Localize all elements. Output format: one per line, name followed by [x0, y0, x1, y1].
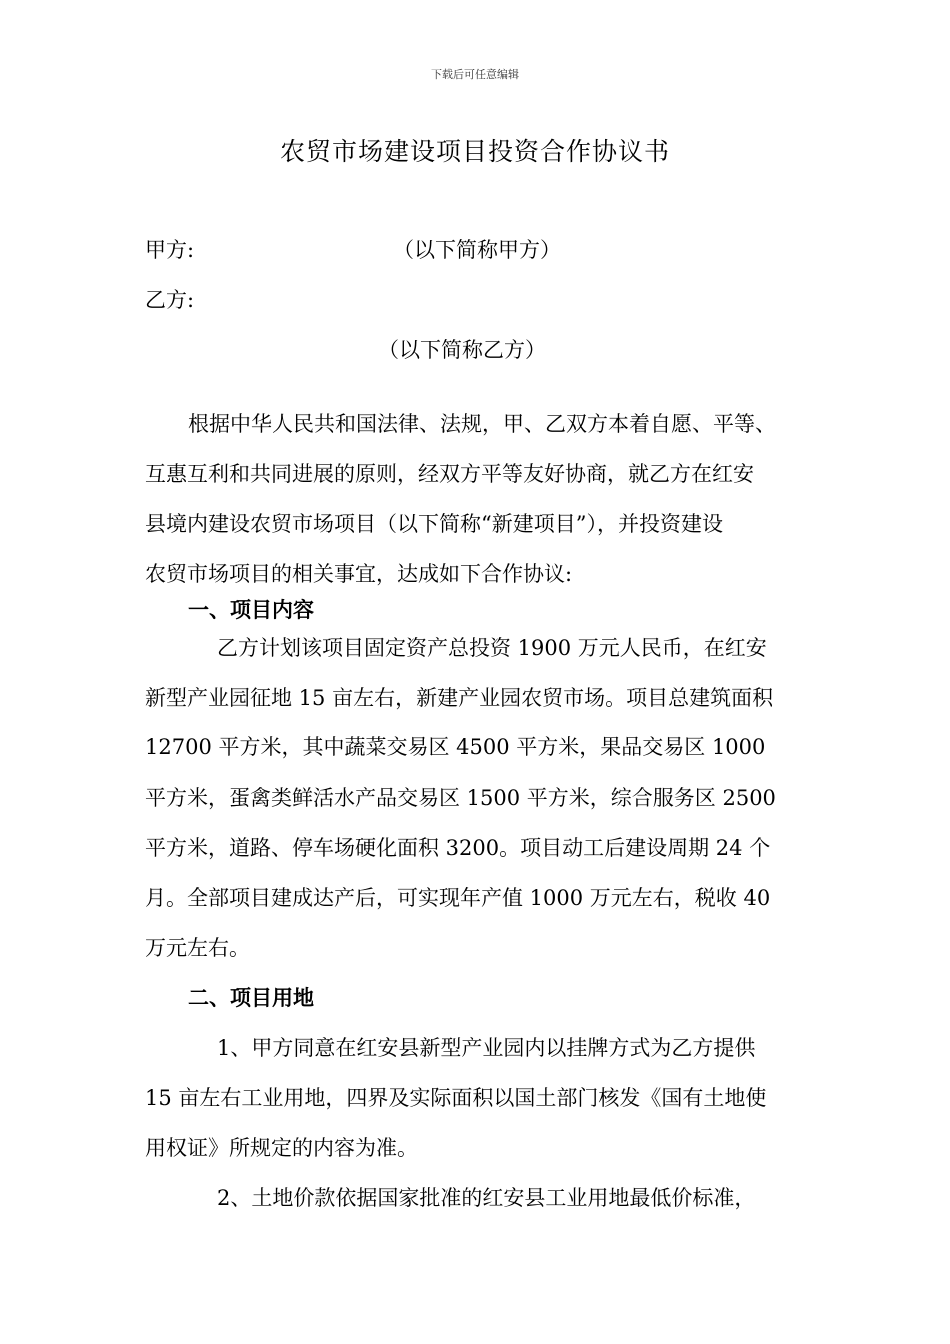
- section1-line: 乙方计划该项目固定资产总投资 1900 万元人民币，在红安: [217, 636, 767, 660]
- preamble-line: 根据中华人民共和国法律、法规，甲、乙双方本着自愿、平等、: [188, 412, 776, 436]
- party-b-label: 乙方:: [145, 288, 195, 312]
- section2-item2-line: 2、土地价款依据国家批准的红安县工业用地最低价标准，: [217, 1186, 756, 1210]
- section1-line: 12700 平方米，其中蔬菜交易区 4500 平方米，果品交易区 1000: [145, 735, 766, 759]
- section2-item1-line: 用权证》所规定的内容为准。: [145, 1136, 418, 1160]
- preamble-line: 县境内建设农贸市场项目（以下简称“新建项目”），并投资建设: [145, 512, 723, 536]
- header-note: 下载后可任意编辑: [431, 68, 519, 81]
- document-title: 农贸市场建设项目投资合作协议书: [279, 137, 670, 166]
- party-a-label: 甲方:: [145, 238, 195, 262]
- section1-line: 平方米，道路、停车场硬化面积 3200。项目动工后建设周期 24 个: [145, 836, 771, 860]
- section1-line: 新型产业园征地 15 亩左右，新建产业园农贸市场。项目总建筑面积: [145, 686, 774, 710]
- section2-heading: 二、项目用地: [188, 985, 314, 1010]
- preamble-line: 互惠互利和共同进展的原则，经双方平等友好协商，就乙方在红安: [145, 462, 754, 486]
- section1-line: 月。全部项目建成达产后，可实现年产值 1000 万元左右，税收 40: [145, 886, 771, 910]
- section1-heading: 一、项目内容: [188, 597, 314, 622]
- section2-item1-line: 1、甲方同意在红安县新型产业园内以挂牌方式为乙方提供: [217, 1036, 756, 1060]
- section2-item1-line: 15 亩左右工业用地，四界及实际面积以国土部门核发《国有土地使: [145, 1086, 767, 1110]
- party-a-alias: （以下简称甲方）: [393, 238, 561, 262]
- section1-line: 平方米，蛋禽类鲜活水产品交易区 1500 平方米，综合服务区 2500: [145, 786, 776, 810]
- party-b-alias: （以下简称乙方）: [378, 338, 546, 362]
- preamble-line: 农贸市场项目的相关事宜，达成如下合作协议:: [145, 562, 573, 586]
- section1-line: 万元左右。: [145, 936, 250, 960]
